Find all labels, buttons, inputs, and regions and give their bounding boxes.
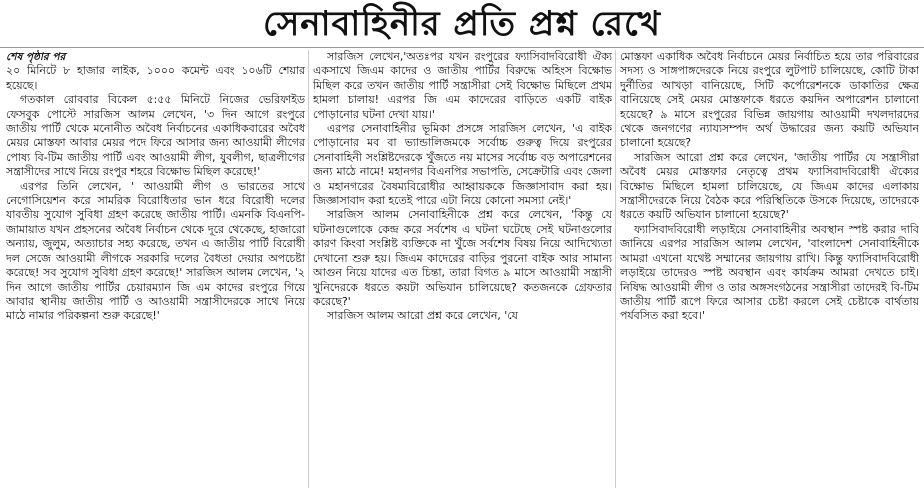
paragraph: সারজিস আলম সেনাবাহিনীকে প্রশ্ন করে লেখেন, 'কিন্তু যে ঘটনাগুলোকে কেন্দ্র করে সর্বশেষ এ ঘটনা ঘটেছে সেই ঘটনাগুলোর কারণ কিংবা সংশ্লিষ্ট ব্যক্তিকে না খুঁজে সর্বশেষ বিষয় নিয়ে আদিখ্যেতা দেখানো শুরু হয়। জিএম কাদেরের বাড়ির পুরনো বাইক আর সামান্য আগুন নিয়ে যাদের এত চিন্তা, তারা বিগত ৯ মাসে আওয়ামী সন্ত্রাসী খুনিদেরকে ধরতে কয়টা অভিযান চালিয়েছে? কতজনকে গ্রেফতার করেছে?'	[313, 208, 612, 308]
article-column-2	[313, 50, 612, 488]
paragraph: মোস্তফা একাধিক অবৈধ নির্বাচনে মেয়র নির্বাচিত হয়ে তার পরিবারের সদস্য ও সাঙ্গপাঙ্গদেরকে নিয়ে রংপুরে লুটপাট চালিয়েছে, কোটি টাকা দুর্নীতির আখড়া বানিয়েছে, সিটি কর্পোরেশনকে ডাকাতির ক্ষেত্র বানিয়েছে সেই মেয়র মোস্তফাকে ধরতে কয়দিন অপারেশন চালানো হয়েছে? ৯ মাসে রংপুরের বিভিন্ন জায়গায় আওয়ামী দখলদারদের থেকে জনগণের ন্যায্যসম্পদ অর্থ উদ্ধারের জন্য কয়টি অভিযান চালানো হয়েছে?	[620, 50, 919, 150]
paragraph: ফ্যাসিবাদবিরোধী লড়াইয়ে সেনাবাহিনীর অবস্থান স্পষ্ট করার দাবি জানিয়ে এরপর সারজিস আলম লেখেন, 'বাংলাদেশ সেনাবাহিনীকে আমরা এখনো যথেষ্ট সম্মানের জায়গায় রাখি। কিন্তু ফ্যাসিবাদবিরোধী লড়াইয়ে তাদেরও স্পষ্ট অবস্থান এবং কার্যক্রম আমরা দেখতে চাই। নিষিদ্ধ আওয়ামী লীগ ও তার অঙ্গসংগঠনের সন্ত্রাসীরা তাদেরই বি-টিম জাতীয় পার্টি রূপে ফিরে আসার চেষ্টা করলে সেই চেষ্টাকে বার্থতায় পর্যবসিত করা হবে।'	[620, 222, 919, 323]
column-divider	[615, 50, 616, 488]
paragraph: এরপর তিনি লেখেন, ' আওয়ামী লীগ ও ভারতের সাথে নেগোসিয়েশন করে সামরিক বিরোধিতার ভান ধরে বিরোধী দলের যাবতীয় সুযোগ সুবিধা গ্রহণ করেছে জাতীয় পার্টি। এমনকি বিএনপি-জামায়াত যখন প্রহসনের অবৈধ নির্বাচন থেকে দূরে থেকেছে, হাজারো অন্যায়, জুলুম, অত্যাচার সহ্য করেছে, তখন এ জাতীয় পার্টি বিরোধী দল সেজে আওয়ামী লীগকে সরকারি দলের বৈধতা দেয়ার অপচেষ্টা করেছে! সব সুযোগ সুবিধা গ্রহণ করেছে!' সারজিস আলম লেখেন, '২ দিন আগে জাতীয় পার্টির চেয়ারম্যান জি এম কাদের রংপুরে গিয়ে আবার স্থানীয় জাতীয় পার্টি ও আওয়ামী সন্ত্রাসীদেরকে সাথে নিয়ে মাঠে নামার পরিকল্পনা শুরু করেছে!'	[6, 179, 305, 323]
headline-divider	[0, 47, 924, 48]
article-column-1	[6, 50, 305, 488]
article-column-3	[620, 50, 919, 488]
paragraph: এরপর সেনাবাহিনীর ভূমিকা প্রসঙ্গে সারজিস লেখেন, 'এ বাইক পোড়ানোর মব বা ভ্যান্ডালিজমকে সর্বোচ্চ গুরুত্ব দিয়ে রংপুরের সেনাবাহিনী সংশ্লিষ্টদেরকে খুঁজতে নয় মাসের সর্বোচ্চ বড় অপারেশনের জন্য মাঠে নামে! মহানগর বিএনপির সভাপতি, সেক্রেটারি এবং জেলা ও মহানগরের বৈষম্যবিরোধীর আহ্বায়ককে জিজ্ঞাসাবাদ করা হয়। জিজ্ঞাসাবাদ করা হতেই পারে এটা নিয়ে কোনো সমস্যা নেই।'	[313, 122, 612, 208]
article-headline: সেনাবাহিনীর প্রতি প্রশ্ন রেখে	[263, 4, 661, 44]
paragraph: ২০ মিনিটে ৮ হাজার লাইক, ১০০০ কমেন্ট এবং ১০৬টি শেয়ার হয়েছে।	[6, 64, 305, 92]
paragraph: সারজিস লেখেন,'অতঃপর যখন রংপুরের ফ্যাসিবাদবিরোধী ঐক্য একসাথে জিএম কাদের ও জাতীয় পার্টির বিরুদ্ধে অহিংস বিক্ষোভ মিছিল করে তখন জাতীয় পার্টি সন্ত্রাসীরা সেই বিক্ষোভ মিছিলে প্রথম হামলা চালায়! এরপর জি এম কাদেরের বাড়িতে একটি বাইক পোড়ানোর ঘটনা দেখা যায়।'	[313, 50, 612, 121]
column-divider	[308, 50, 309, 488]
paragraph: সারজিস আরো প্রশ্ন করে লেখেন, 'জাতীয় পার্টির যে সন্ত্রাসীরা অবৈধ মেয়র মোস্তফার নেতৃত্বে প্রথম ফ্যাসিবাদবিরোধী ঐক্যের বিক্ষোভ মিছিলে হামলা চালিয়েছে, যে জিএম কাদের এলাকায় সন্ত্রাসীদেরকে নিয়ে বৈঠক করে পরিস্থিতিকে উসকে দিয়েছে, তাদেরকে ধরতে কয়টি অভিযান চালানো হয়েছে?'	[620, 150, 919, 222]
continued-from-label: শেষ পৃষ্ঠার পর	[6, 51, 66, 63]
paragraph: গতকাল রোববার বিকেল ৫:৫৫ মিনিটে নিজের ভেরিফাইড ফেসবুক পোস্টে সারজিস আলম লেখেন, '৩ দিন আগে রংপুরে জাতীয় পার্টি থেকে মনোনীত অবৈধ নির্বাচনের একাধিকবারের অবৈধ মেয়র মোস্তফা আবার মেয়র পদে ফিরে আসার জন্য আওয়ামী লীগের পোষ্য বি-টিম জাতীয় পার্টি এবং আওয়ামী লীগ, যুবলীগ, ছাত্রলীগের সন্ত্রাসীদের সাথে নিয়ে রংপুর শহরে বিক্ষোভ মিছিল করেছে!'	[6, 93, 305, 179]
paragraph: সারজিস আলম আরো প্রশ্ন করে লেখেন, 'যে	[327, 309, 518, 323]
